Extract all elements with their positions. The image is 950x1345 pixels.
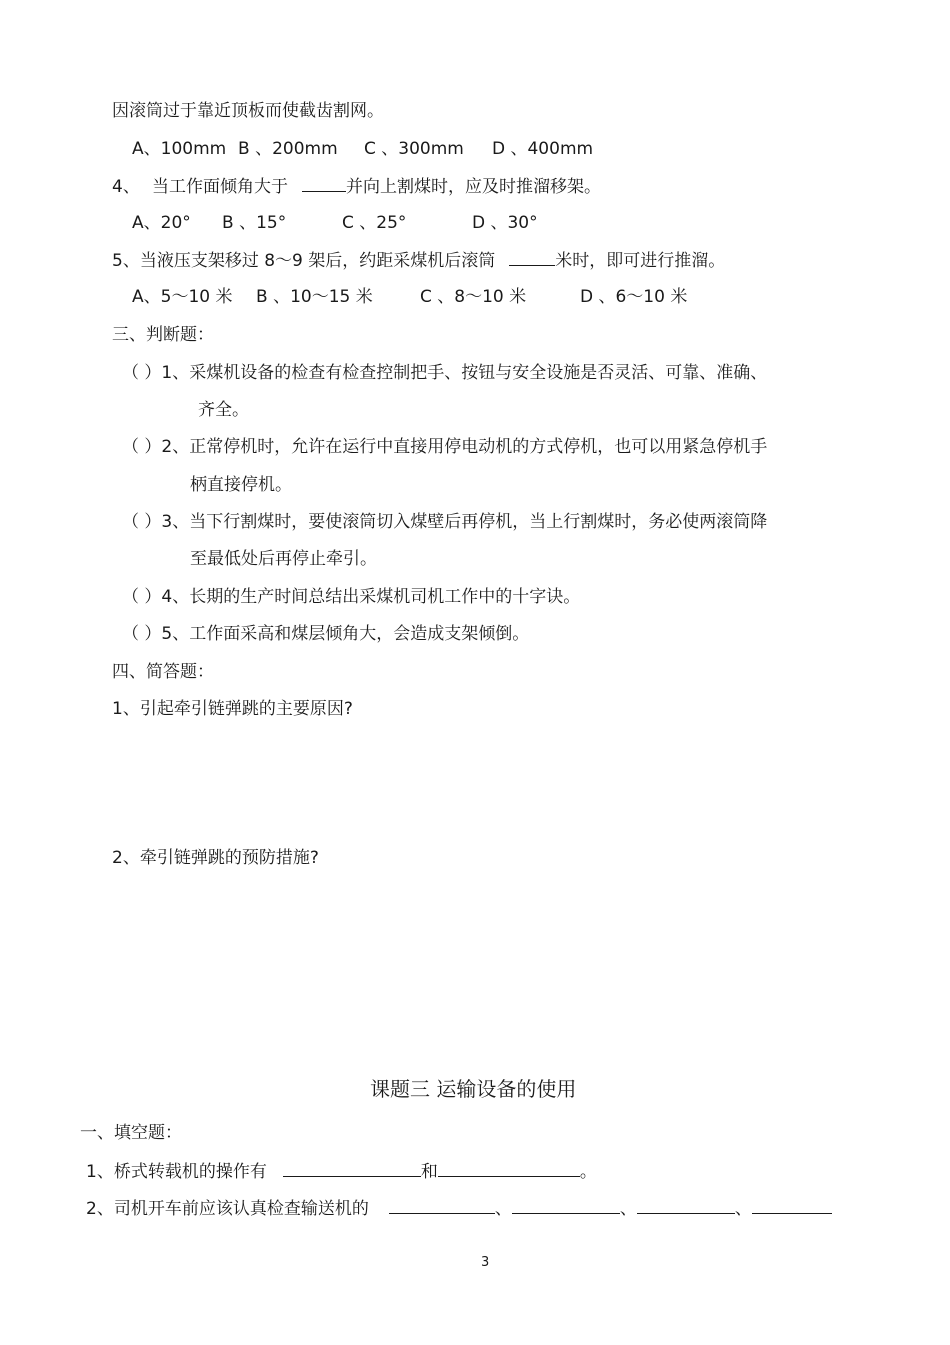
fill-question-2: [86, 1197, 832, 1220]
option-d: D 、30°: [472, 213, 538, 233]
q4-text-post: 并向上割煤时，应及时推溜移架。: [346, 177, 601, 197]
tf-item-2-line-2: 柄直接停机。: [190, 475, 292, 495]
q3-options: [132, 138, 593, 160]
tf-item-1-line-1: （ ）1、采煤机设备的检查有检查控制把手、按钮与安全设施是否灵活、可靠、准确、: [122, 363, 768, 383]
option-b: B 、200mm: [238, 139, 338, 159]
option-b: B 、15°: [222, 213, 287, 233]
tf-item-2-line-1: （ ）2、正常停机时，允许在运行中直接用停电动机的方式停机，也可以用紧急停机手: [122, 437, 768, 457]
fill2-sep-3: 、: [734, 1199, 752, 1219]
short-answer-2: 2、牵引链弹跳的预防措施?: [112, 848, 319, 868]
fill-question-1: [86, 1160, 597, 1183]
option-d: D 、400mm: [492, 139, 594, 159]
q5-text-pre: 5、当液压支架移过 8～9 架后，约距采煤机后滚筒: [112, 251, 496, 271]
q5-text-post: 米时，即可进行推溜。: [555, 251, 726, 271]
fill1-text-mid: 和: [420, 1162, 438, 1182]
short-answer-1: 1、引起牵引链弹跳的主要原因?: [112, 699, 353, 719]
fill1-blank-1[interactable]: [283, 1160, 421, 1177]
q5-blank[interactable]: [509, 249, 555, 266]
fill1-text-end: 。: [579, 1162, 597, 1182]
option-a: A、20°: [132, 213, 191, 233]
question-5: [112, 249, 725, 272]
fill1-text-pre: 1、桥式转载机的操作有: [86, 1162, 267, 1182]
fill2-blank-4[interactable]: [752, 1197, 832, 1214]
q4-blank[interactable]: [302, 175, 346, 192]
fill2-text-pre: 2、司机开车前应该认真检查输送机的: [86, 1199, 369, 1219]
tf-item-5: （ ）5、工作面采高和煤层倾角大，会造成支架倾倒。: [122, 624, 530, 644]
option-c: C 、25°: [342, 213, 407, 233]
fill2-sep-1: 、: [494, 1199, 512, 1219]
tf-item-3-line-2: 至最低处后再停止牵引。: [190, 549, 377, 569]
tf-item-1-line-2: 齐全。: [198, 400, 249, 420]
tf-item-4: （ ）4、长期的生产时间总结出采煤机司机工作中的十字诀。: [122, 587, 581, 607]
section-heading-short-answer: 四、简答题：: [112, 662, 214, 682]
page-number: 3: [481, 1255, 490, 1270]
q4-number: 4、: [112, 177, 140, 197]
section-heading-fill-blank: 一、填空题：: [80, 1123, 182, 1143]
fill2-blank-3[interactable]: [637, 1197, 735, 1214]
fill1-blank-2[interactable]: [438, 1160, 580, 1177]
fill2-blank-2[interactable]: [512, 1197, 620, 1214]
option-c: C 、300mm: [364, 139, 464, 159]
chapter-title: 课题三 运输设备的使用: [370, 1077, 577, 1101]
q3-tail: 因滚筒过于靠近顶板而使截齿割网。: [112, 101, 384, 121]
section-heading-true-false: 三、判断题：: [112, 325, 214, 345]
option-a: A、5～10 米: [132, 287, 233, 307]
option-b: B 、10～15 米: [256, 287, 373, 307]
fill2-blank-1[interactable]: [389, 1197, 495, 1214]
option-c: C 、8～10 米: [420, 287, 527, 307]
q5-options: [132, 286, 687, 308]
tf-item-3-line-1: （ ）3、当下行割煤时，要使滚筒切入煤壁后再停机，当上行割煤时，务必使两滚筒降: [122, 512, 768, 532]
q4-text-pre: 当工作面倾角大于: [152, 177, 288, 197]
question-4: [112, 175, 601, 198]
q4-options: [132, 212, 538, 234]
option-d: D 、6～10 米: [580, 287, 688, 307]
option-a: A、100mm: [132, 139, 227, 159]
fill2-sep-2: 、: [619, 1199, 637, 1219]
